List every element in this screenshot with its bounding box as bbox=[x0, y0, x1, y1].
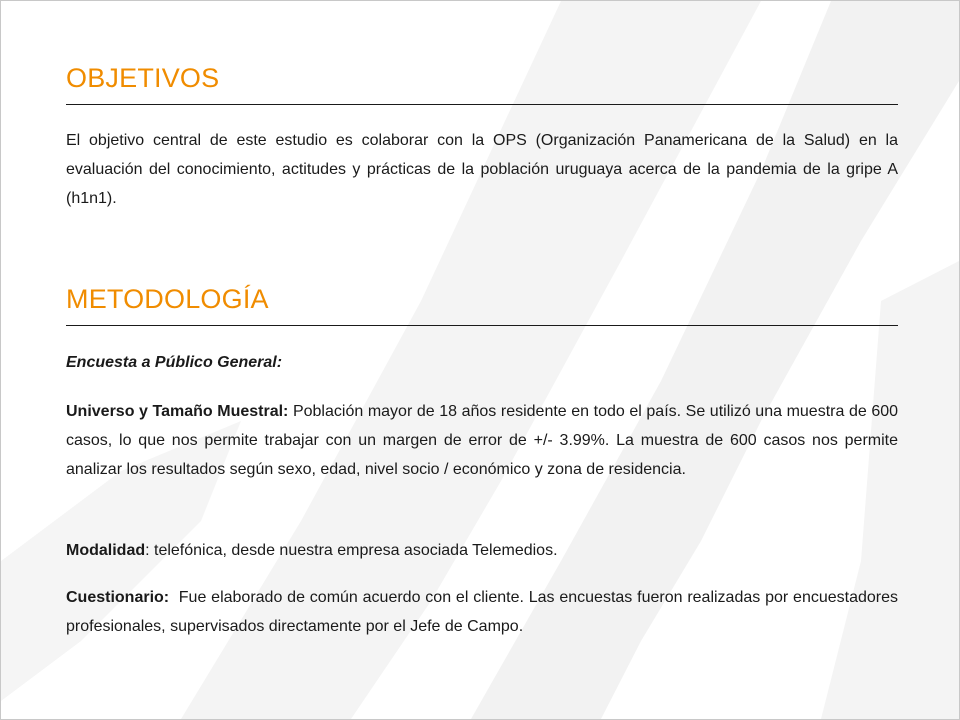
universo-label: Universo y Tamaño Muestral: bbox=[66, 403, 289, 420]
objetivos-divider bbox=[66, 104, 898, 105]
modalidad-text: : telefónica, desde nuestra empresa asociada Telemedios. bbox=[145, 542, 558, 559]
encuesta-subtitle: Encuesta a Público General: bbox=[66, 354, 283, 371]
objetivos-body: El objetivo central de este estudio es colaborar con la OPS (Organización Panamericana de la Salud) en la evaluación del conocimiento, actitudes y prácticas de la población uruguaya acerca de la pandemia de la gripe A (h1n1). bbox=[66, 132, 898, 207]
cuestionario-label: Cuestionario: bbox=[66, 589, 170, 606]
metodologia-title: METODOLOGÍA bbox=[66, 284, 269, 314]
metodologia-divider bbox=[66, 325, 898, 326]
universo-text: Población mayor de 18 años residente en todo el país. Se utilizó una muestra de 600 casos, lo que nos permite trabajar con un margen de error de +/- 3.99%. La muestra de 600 casos nos permite analizar los resultados según sexo, edad, nivel socio / económico y zona de residencia. bbox=[66, 403, 899, 478]
cuestionario-paragraph bbox=[66, 583, 903, 641]
modalidad-paragraph bbox=[66, 536, 898, 565]
modalidad-label: Modalidad bbox=[66, 542, 146, 559]
cuestionario-text: Fue elaborado de común acuerdo con el cliente. Las encuestas fueron realizadas por encuestadores profesionales, supervisados directamente por el Jefe de Campo. bbox=[66, 589, 903, 635]
objetivos-title: OBJETIVOS bbox=[66, 63, 220, 93]
universo-paragraph bbox=[66, 397, 898, 484]
